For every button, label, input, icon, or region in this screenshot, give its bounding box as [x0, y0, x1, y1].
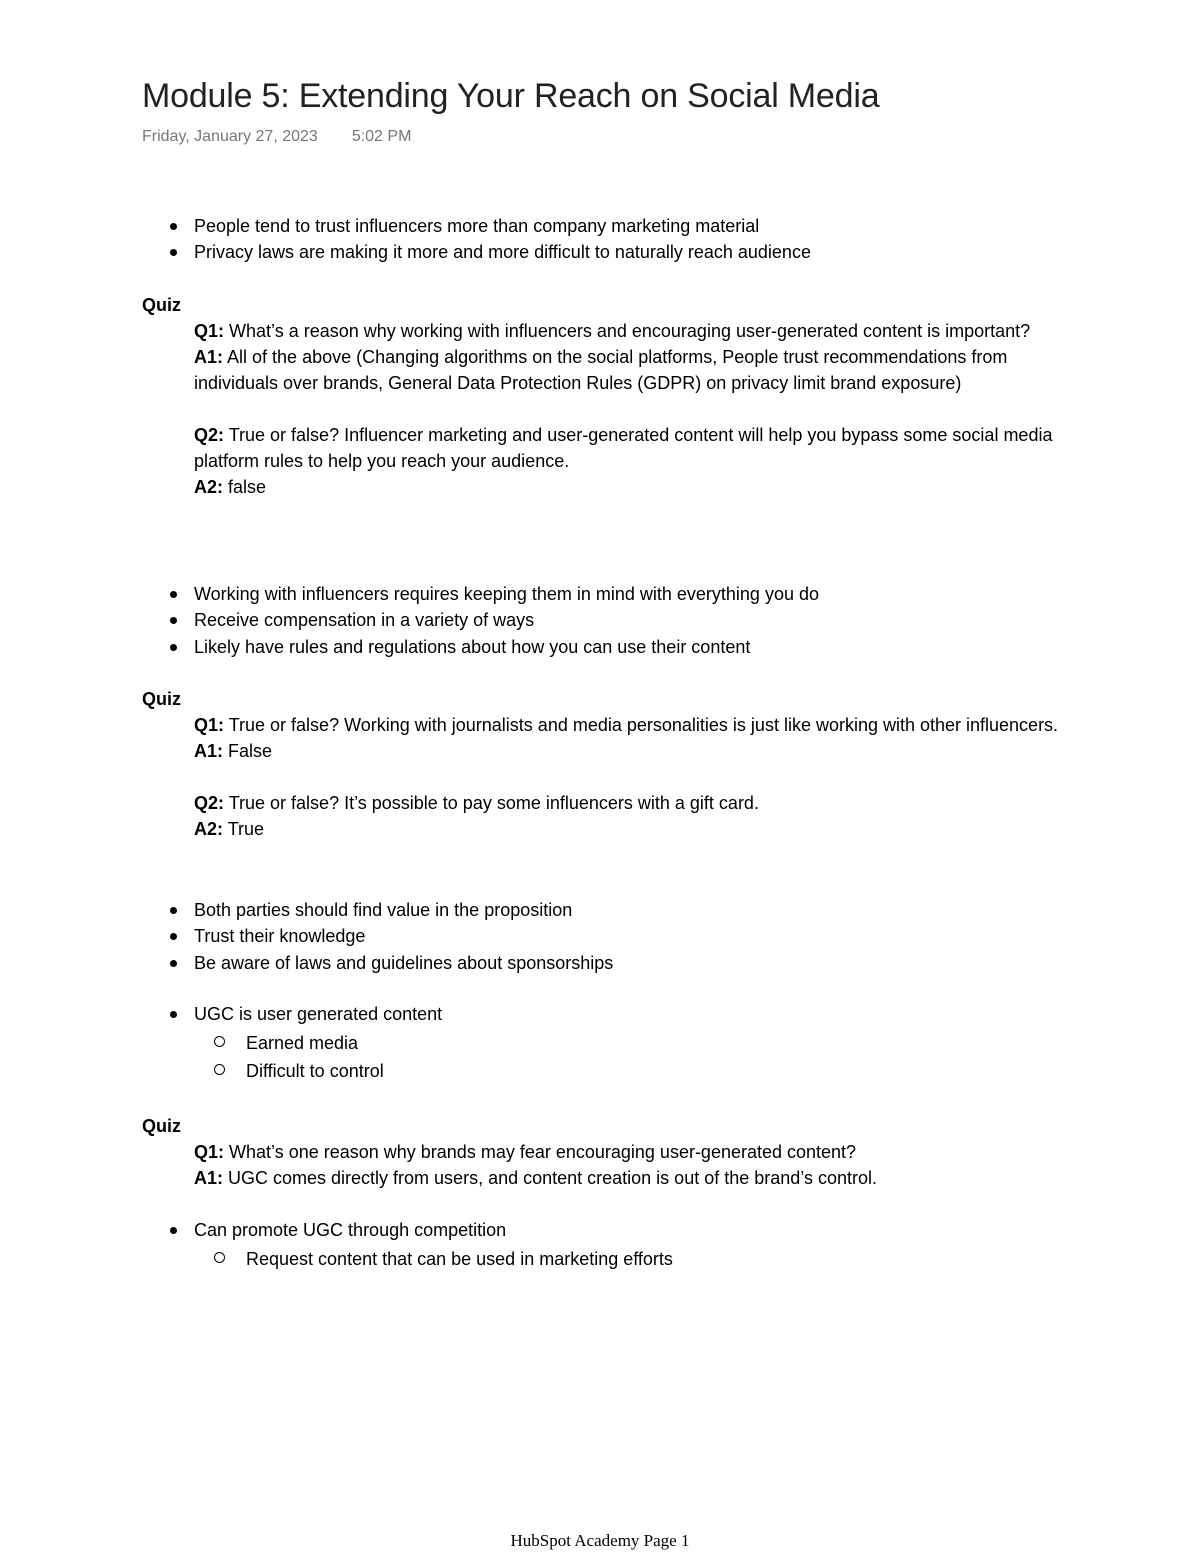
quiz-block — [194, 318, 1074, 500]
page-time: 5:02 PM — [351, 128, 412, 145]
quiz-question: Q1: What’s one reason why brands may fear encouraging user-generated content? — [194, 1142, 857, 1162]
intro-bullet-list — [194, 213, 811, 266]
quiz-question: Q2: True or false? Influencer marketing and user-generated content will help you bypass some social media platform rules to help you reach your audience. — [194, 425, 1053, 472]
quiz-block — [194, 712, 1074, 842]
quiz-answer: A1: UGC comes directly from users, and content creation is out of the brand’s control. — [194, 1168, 877, 1188]
list-item: Can promote UGC through competition — [194, 1217, 506, 1243]
hollow-bullet-icon — [214, 1064, 225, 1075]
bullet-list — [194, 1217, 506, 1243]
quiz-block — [194, 1139, 1074, 1191]
quiz-answer: A2: True — [194, 819, 265, 840]
list-item: Trust their knowledge — [194, 923, 613, 949]
sub-bullet-list — [246, 1246, 673, 1274]
page-footer: HubSpot Academy Page 1 — [510, 1531, 690, 1550]
bullet-dot — [170, 617, 177, 624]
sub-list-item: Request content that can be used in marketing efforts — [246, 1246, 673, 1274]
quiz-question: Q1: What’s a reason why working with influencers and encouraging user-generated content is important? — [194, 321, 1031, 341]
bullet-dot — [170, 644, 177, 651]
bullet-dot — [170, 1227, 177, 1234]
quiz-question: Q1: True or false? Working with journalists and media personalities is just like working with other influencers. — [194, 715, 1059, 735]
quiz-question: Q2: True or false? It’s possible to pay some influencers with a gift card. — [194, 793, 759, 814]
list-item: Both parties should find value in the proposition — [194, 897, 613, 923]
quiz-answer: A2: false — [194, 477, 267, 498]
quiz-answer: A1: False — [194, 741, 273, 761]
list-item: Working with influencers requires keeping them in mind with everything you do — [194, 581, 819, 607]
sub-bullet-list — [246, 1030, 384, 1086]
list-item: UGC is user generated content — [194, 1001, 442, 1027]
sub-list-item: Earned media — [246, 1030, 384, 1058]
sub-list-item: Difficult to control — [246, 1058, 384, 1086]
bullet-dot — [170, 223, 177, 230]
quiz-heading: Quiz — [142, 1116, 181, 1136]
bullet-dot — [170, 960, 177, 967]
list-item: People tend to trust influencers more than company marketing material — [194, 213, 811, 239]
bullet-dot — [170, 907, 177, 914]
bullet-dot — [170, 933, 177, 940]
page-date: Friday, January 27, 2023 — [142, 128, 318, 145]
page-title: Module 5: Extending Your Reach on Social Media — [142, 77, 880, 115]
quiz-heading: Quiz — [142, 295, 181, 315]
bullet-list — [194, 1001, 442, 1027]
bullet-list — [194, 897, 613, 976]
quiz-heading: Quiz — [142, 689, 181, 709]
hollow-bullet-icon — [214, 1036, 225, 1047]
quiz-answer: A1: All of the above (Changing algorithms on the social platforms, People trust recommendations from individuals over brands, General Data Protection Rules (GDPR) on privacy limit brand exposure) — [194, 347, 1008, 393]
list-item: Receive compensation in a variety of ways — [194, 607, 819, 633]
list-item: Be aware of laws and guidelines about sponsorships — [194, 950, 613, 976]
bullet-list — [194, 581, 819, 660]
bullet-dot — [170, 1011, 177, 1018]
page-meta — [142, 126, 411, 148]
list-item: Privacy laws are making it more and more difficult to naturally reach audience — [194, 239, 811, 265]
list-item: Likely have rules and regulations about how you can use their content — [194, 634, 819, 660]
hollow-bullet-icon — [214, 1252, 225, 1263]
bullet-dot — [170, 249, 177, 256]
bullet-dot — [170, 591, 177, 598]
